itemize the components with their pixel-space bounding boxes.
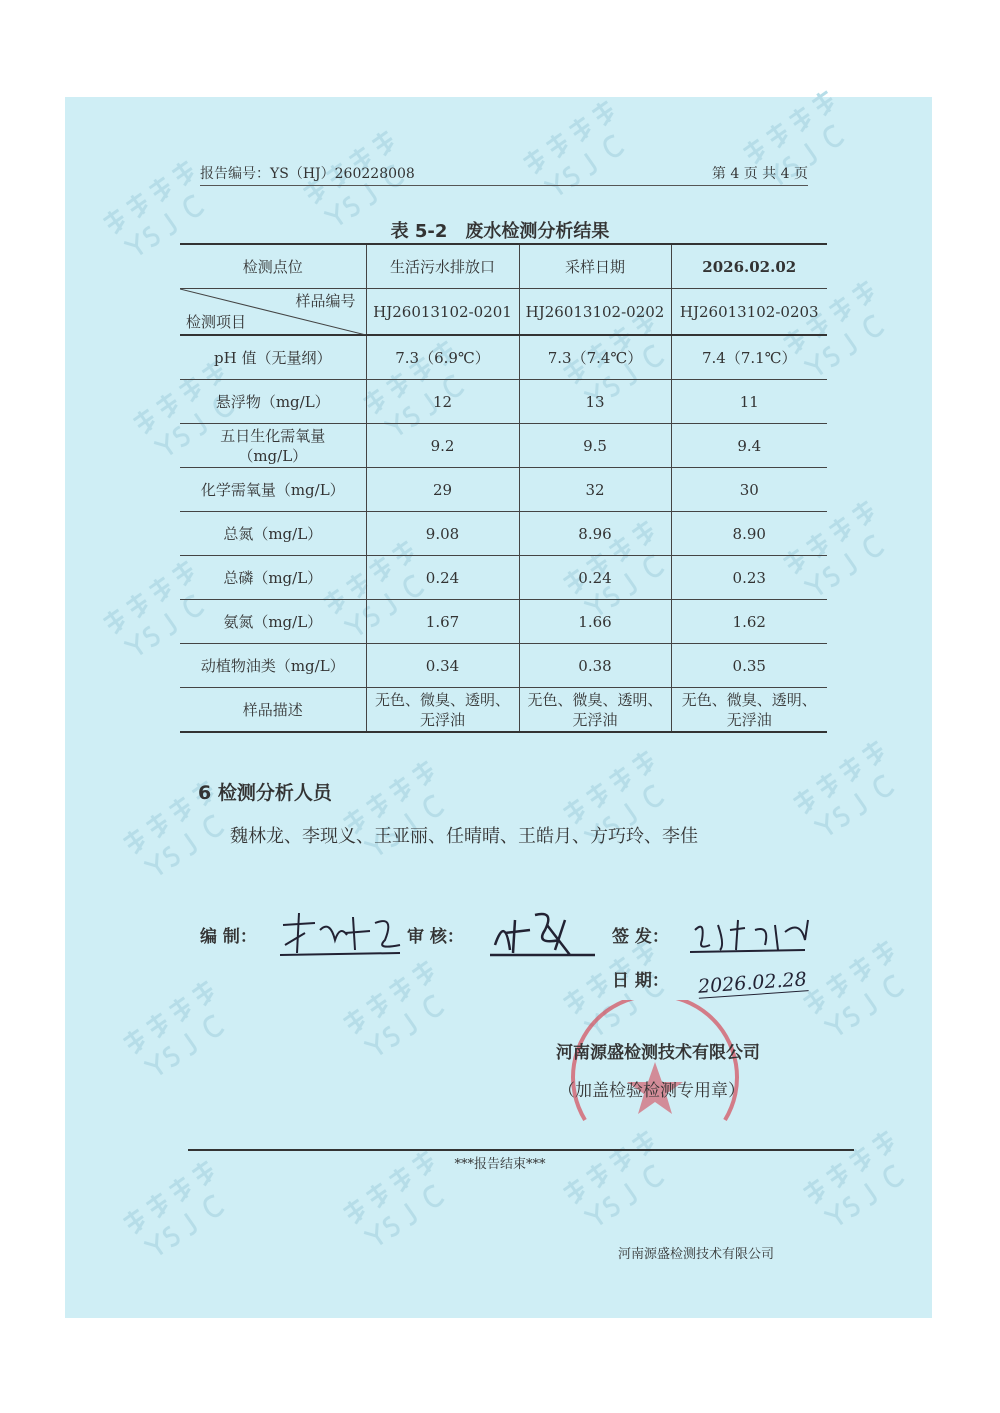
table-row (180, 512, 827, 556)
header-cell: 2026.02.02 (671, 244, 827, 289)
value-cell: 13 (519, 380, 671, 424)
seal-note: （加盖检验检测专用章） (558, 1081, 745, 1101)
table-title: 表 5-2 废水检测分析结果 (390, 221, 610, 242)
report-number: 报告编号：YS（HJ）260228008 (200, 166, 415, 182)
value-cell: 9.4 (671, 424, 827, 468)
sample-label: 样品编号 (295, 292, 356, 310)
section-title: 6 检测分析人员 (198, 782, 332, 804)
analyst-names: 魏林龙、李现义、王亚丽、任晴晴、王皓月、方巧玲、李佳 (230, 826, 698, 847)
value-cell: 7.4（7.1℃） (671, 335, 827, 380)
table-header-row (180, 244, 827, 289)
header-divider (200, 185, 808, 186)
value-cell: 0.35 (671, 644, 827, 688)
compiler-signature (275, 905, 405, 960)
value-cell: 无色、微臭、透明、无浮油 (366, 688, 519, 733)
value-cell: 11 (671, 380, 827, 424)
item-name: 五日生化需氧量（mg/L） (180, 424, 366, 468)
value-cell: 32 (519, 468, 671, 512)
results-table (180, 243, 827, 733)
value-cell: 0.24 (519, 556, 671, 600)
item-label: 检测项目 (186, 313, 247, 331)
value-cell: 8.96 (519, 512, 671, 556)
value-cell: 9.5 (519, 424, 671, 468)
value-cell: 0.38 (519, 644, 671, 688)
review-label: 审 核： (407, 927, 464, 947)
item-name: 动植物油类（mg/L） (180, 644, 366, 688)
sample-id: HJ26013102-0202 (519, 289, 671, 336)
table-row (180, 335, 827, 380)
sample-id: HJ26013102-0203 (671, 289, 827, 336)
sign-date: 2026.02.28 (697, 968, 808, 998)
value-cell: 1.66 (519, 600, 671, 644)
value-cell: 7.3（6.9℃） (366, 335, 519, 380)
value-cell: 30 (671, 468, 827, 512)
diagonal-header-cell (180, 289, 366, 336)
table-row (180, 556, 827, 600)
issuer-signature (690, 910, 820, 960)
item-name: 样品描述 (180, 688, 366, 733)
table-row (180, 688, 827, 733)
table-row (180, 468, 827, 512)
value-cell: 9.08 (366, 512, 519, 556)
page-number: 第 4 页 共 4 页 (711, 166, 808, 182)
table-row (180, 380, 827, 424)
value-cell: 29 (366, 468, 519, 512)
value-cell: 0.23 (671, 556, 827, 600)
report-end: ***报告结束*** (454, 1157, 546, 1172)
item-name: 悬浮物（mg/L） (180, 380, 366, 424)
table-row (180, 424, 827, 468)
item-name: 总磷（mg/L） (180, 556, 366, 600)
end-divider (188, 1149, 854, 1151)
value-cell: 0.24 (366, 556, 519, 600)
value-cell: 无色、微臭、透明、无浮油 (519, 688, 671, 733)
issue-label: 签 发： (612, 927, 669, 947)
value-cell: 0.34 (366, 644, 519, 688)
company-seal (565, 1000, 745, 1145)
table-row (180, 600, 827, 644)
value-cell: 7.3（7.4℃） (519, 335, 671, 380)
header-cell: 检测点位 (180, 244, 366, 289)
date-label: 日 期： (612, 971, 669, 991)
value-cell: 9.2 (366, 424, 519, 468)
sample-id-row (180, 289, 827, 336)
item-name: 总氮（mg/L） (180, 512, 366, 556)
footer-company: 河南源盛检测技术有限公司 (618, 1247, 775, 1262)
value-cell: 1.62 (671, 600, 827, 644)
compile-label: 编 制： (200, 927, 257, 947)
value-cell: 12 (366, 380, 519, 424)
value-cell: 1.67 (366, 600, 519, 644)
header-cell: 采样日期 (519, 244, 671, 289)
item-name: 化学需氧量（mg/L） (180, 468, 366, 512)
header-cell: 生活污水排放口 (366, 244, 519, 289)
table-row (180, 644, 827, 688)
reviewer-signature (485, 905, 605, 960)
item-name: pH 值（无量纲） (180, 335, 366, 380)
value-cell: 无色、微臭、透明、无浮油 (671, 688, 827, 733)
sample-id: HJ26013102-0201 (366, 289, 519, 336)
company-name: 河南源盛检测技术有限公司 (556, 1043, 760, 1063)
value-cell: 8.90 (671, 512, 827, 556)
item-name: 氨氮（mg/L） (180, 600, 366, 644)
